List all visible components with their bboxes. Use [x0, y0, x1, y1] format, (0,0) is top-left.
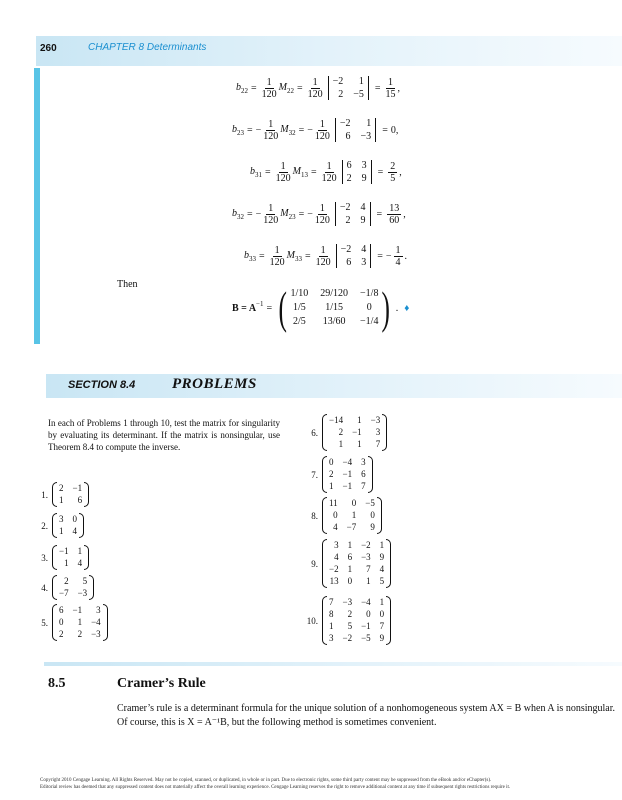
matrix-entry: −1 — [72, 483, 83, 493]
matrix-entry: 1 — [347, 540, 353, 550]
matrix-entry: −1/4 — [360, 316, 379, 327]
matrix-entry: 1 — [379, 597, 385, 607]
matrix-entry: 1/5 — [292, 302, 306, 313]
matrix-entry: 4 — [77, 558, 83, 568]
problem-number: 3. — [41, 552, 48, 563]
matrix-entry: 9 — [379, 633, 385, 643]
matrix-entry: −3 — [342, 597, 353, 607]
problem-item — [300, 539, 391, 588]
matrix-entry: 0 — [351, 498, 357, 508]
problem-matrix — [52, 604, 108, 641]
footer-line-2: Editorial review has deemed that any suppressed content does not materially affect the overall learning experience. Cengage Learning reserves the right to remove additional content at any time if subsequent rights restrictions require it. — [40, 785, 511, 790]
matrix-entry: −1 — [59, 546, 69, 556]
copyright-footer — [40, 777, 622, 791]
matrix-entry: 13 — [329, 576, 339, 586]
matrix-entry: 1 — [77, 546, 83, 556]
matrix-entry: 4 — [334, 552, 339, 562]
problem-item — [300, 497, 382, 534]
matrix-entry: 1 — [338, 439, 344, 449]
inverse-matrix — [290, 288, 378, 328]
matrix-entry: −2 — [329, 564, 339, 574]
matrix-entry: −1 — [72, 605, 83, 615]
section-label: SECTION 8.4 — [68, 379, 136, 391]
matrix-entry: −1/8 — [360, 288, 379, 299]
matrix-entry: −14 — [329, 415, 344, 425]
matrix-entry: −4 — [342, 457, 353, 467]
problem-number: 7. — [311, 469, 318, 480]
matrix-entry: 0 — [366, 609, 371, 619]
problem-item — [34, 482, 89, 507]
result-fraction: $\frac{1}{15}$ — [385, 76, 396, 100]
matrix-entry: 1 — [59, 495, 64, 505]
matrix-entry: 0 — [72, 514, 77, 524]
matrix-entry: 6 — [77, 495, 83, 505]
footer-line-1: Copyright 2010 Cengage Learning. All Rights Reserved. May not be copied, scanned, or duplicated, in whole or in part. Due to electronic rights, some third party content may be suppressed from the eBook and/or eChapter(s). — [40, 778, 492, 783]
problem-number: 9. — [311, 558, 318, 569]
problem-number: 10. — [306, 615, 318, 626]
cofactor-equation: $b_{31}$ = $\frac{1}{120}$ $M_{13}$ = $\frac{1}{120}$ 6 3 2 9 = $\frac{2}{5}$ , — [250, 160, 402, 184]
matrix-entry: −1 — [361, 621, 371, 631]
matrix-entry: 5 — [82, 576, 88, 586]
problem-number: 8. — [311, 510, 318, 521]
matrix-entry: 0 — [370, 510, 375, 520]
matrix-entry: 1 — [379, 540, 385, 550]
problem-matrix — [322, 539, 391, 588]
cofactor-equation: $b_{32}$ = − $\frac{1}{120}$ $M_{23}$ = − $\frac{1}{120}$ −2 4 2 9 = $\frac{13}{60}$ , — [232, 202, 406, 226]
problem-matrix — [52, 575, 94, 600]
determinant: −2 4 6 3 — [336, 244, 372, 268]
matrix-entry: 2 — [338, 427, 344, 437]
matrix-entry: −1 — [352, 427, 362, 437]
matrix-entry: −4 — [91, 617, 101, 627]
matrix-entry: 2 — [59, 483, 64, 493]
matrix-entry: 7 — [379, 621, 385, 631]
matrix-entry: 7 — [366, 564, 371, 574]
problem-matrix — [322, 596, 391, 645]
problem-item — [300, 414, 387, 451]
matrix-entry: 8 — [329, 609, 334, 619]
side-accent-bar — [34, 68, 40, 344]
matrix-entry: −3 — [77, 588, 88, 598]
matrix-entry: 7 — [361, 481, 366, 491]
result-fraction: $\frac{1}{4}$ — [395, 244, 401, 268]
problem-number: 6. — [311, 427, 318, 438]
then-label: Then — [117, 279, 138, 290]
determinant: −2 1 6 −3 — [335, 118, 376, 142]
matrix-entry: 0 — [329, 457, 334, 467]
determinant: −2 4 2 9 — [335, 202, 371, 226]
matrix-entry: 3 — [375, 427, 381, 437]
determinant: −2 1 2 −5 — [328, 76, 369, 100]
problem-number: 2. — [41, 520, 48, 531]
matrix-entry: 1 — [329, 481, 334, 491]
problem-matrix — [52, 482, 89, 507]
problem-matrix — [322, 456, 373, 493]
matrix-entry: −3 — [361, 552, 371, 562]
problem-matrix — [322, 497, 382, 534]
section-title: PROBLEMS — [172, 376, 257, 392]
matrix-entry: 2/5 — [292, 316, 306, 327]
matrix-entry: 1 — [357, 415, 362, 425]
matrix-entry: 29/120 — [320, 288, 349, 299]
problem-matrix — [52, 513, 84, 538]
result-fraction: $\frac{2}{5}$ — [390, 160, 396, 184]
end-proof-diamond-icon: ♦ — [404, 302, 410, 314]
matrix-entry: 1 — [366, 576, 371, 586]
matrix-entry: 1 — [351, 510, 357, 520]
matrix-entry: 4 — [333, 522, 338, 532]
matrix-entry: 5 — [379, 576, 385, 586]
determinant: 6 3 2 9 — [342, 160, 372, 184]
problem-number: 5. — [41, 617, 48, 628]
problem-item — [34, 604, 108, 641]
inverse-equation: B = A $^{-1}$ = ( 1/10 29/120 −1/8 1/5 1/15 0 2/5 13/60 −1/4 ) . ♦ — [232, 282, 410, 333]
matrix-entry: −4 — [361, 597, 371, 607]
matrix-entry: −1 — [342, 481, 353, 491]
matrix-entry: 1 — [64, 558, 69, 568]
matrix-entry: −1 — [342, 469, 353, 479]
section-rule — [44, 662, 622, 666]
matrix-entry: 6 — [361, 469, 366, 479]
matrix-entry: 3 — [96, 605, 101, 615]
problem-matrix — [52, 545, 89, 570]
inverse-lhs: B = A — [232, 302, 257, 314]
matrix-entry: 7 — [329, 597, 334, 607]
matrix-entry: 1 — [77, 617, 83, 627]
matrix-entry: 2 — [77, 629, 83, 639]
matrix-entry: 3 — [59, 514, 64, 524]
matrix-entry: 13/60 — [322, 316, 346, 327]
result-fraction: $\frac{13}{60}$ — [389, 202, 400, 226]
matrix-entry: 3 — [329, 633, 334, 643]
matrix-entry: −2 — [361, 540, 371, 550]
problem-item — [300, 456, 373, 493]
matrix-entry: 0 — [59, 617, 64, 627]
matrix-entry: 0 — [333, 510, 338, 520]
matrix-entry: 0 — [347, 576, 353, 586]
problem-matrix — [322, 414, 387, 451]
cofactor-equation: $b_{22}$ = $\frac{1}{120}$ $M_{22}$ = $\frac{1}{120}$ −2 1 2 −5 = $\frac{1}{15}$ , — [236, 76, 401, 100]
problem-item — [34, 575, 94, 600]
problems-intro: In each of Problems 1 through 10, test the matrix for singularity by evaluating its determinant. If the matrix is nonsingular, use Theorem 8.4 to compute the inverse. — [48, 418, 280, 452]
matrix-entry: 0 — [366, 302, 372, 313]
matrix-entry: 9 — [379, 552, 385, 562]
matrix-entry: 3 — [361, 457, 366, 467]
matrix-entry: 2 — [329, 469, 334, 479]
problem-item — [34, 545, 89, 570]
section-85-number: 8.5 — [48, 676, 66, 691]
result-value: 0 — [390, 124, 396, 136]
matrix-entry: 1 — [329, 621, 334, 631]
matrix-entry: 6 — [347, 552, 353, 562]
cofactor-equation: $b_{23}$ = − $\frac{1}{120}$ $M_{32}$ = − $\frac{1}{120}$ −2 1 6 −3 = 0 , — [232, 118, 399, 142]
chapter-title: CHAPTER 8 Determinants — [88, 42, 207, 53]
matrix-entry: −5 — [361, 633, 371, 643]
matrix-entry: 4 — [72, 526, 77, 536]
matrix-entry: 5 — [347, 621, 353, 631]
inverse-exponent: −1 — [256, 300, 264, 308]
matrix-entry: 0 — [379, 609, 385, 619]
matrix-entry: 1 — [357, 439, 362, 449]
page-number: 260 — [40, 43, 57, 54]
matrix-entry: 2 — [59, 629, 64, 639]
matrix-entry: 1 — [59, 526, 64, 536]
matrix-entry: 1/15 — [325, 302, 344, 313]
cofactor-equation: $b_{33}$ = $\frac{1}{120}$ $M_{33}$ = $\frac{1}{120}$ −2 4 6 3 = − $\frac{1}{4}$ . — [244, 244, 408, 268]
matrix-entry: −7 — [346, 522, 357, 532]
matrix-entry: 9 — [370, 522, 375, 532]
problem-number: 1. — [41, 489, 48, 500]
section-85-title: Cramer’s Rule — [117, 676, 206, 691]
matrix-entry: 3 — [334, 540, 339, 550]
matrix-entry: −3 — [91, 629, 101, 639]
problem-number: 4. — [41, 582, 48, 593]
matrix-entry: −5 — [365, 498, 375, 508]
matrix-entry: −2 — [342, 633, 353, 643]
matrix-entry: 2 — [64, 576, 69, 586]
matrix-entry: 6 — [59, 605, 64, 615]
matrix-entry: 1/10 — [290, 288, 309, 299]
matrix-entry: 11 — [329, 498, 338, 508]
matrix-entry: 2 — [347, 609, 353, 619]
problem-item — [300, 596, 391, 645]
problem-item — [34, 513, 84, 538]
matrix-entry: 1 — [347, 564, 353, 574]
matrix-entry: −3 — [370, 415, 381, 425]
matrix-entry: −7 — [59, 588, 69, 598]
matrix-entry: 4 — [379, 564, 385, 574]
matrix-entry: 7 — [375, 439, 381, 449]
section-85-text: Cramer’s rule is a determinant formula for the unique solution of a nonhomogeneous system AX = B when A is nonsingular. Of course, this is X = A⁻¹B, but the following method is sometimes convenient. — [117, 703, 615, 728]
